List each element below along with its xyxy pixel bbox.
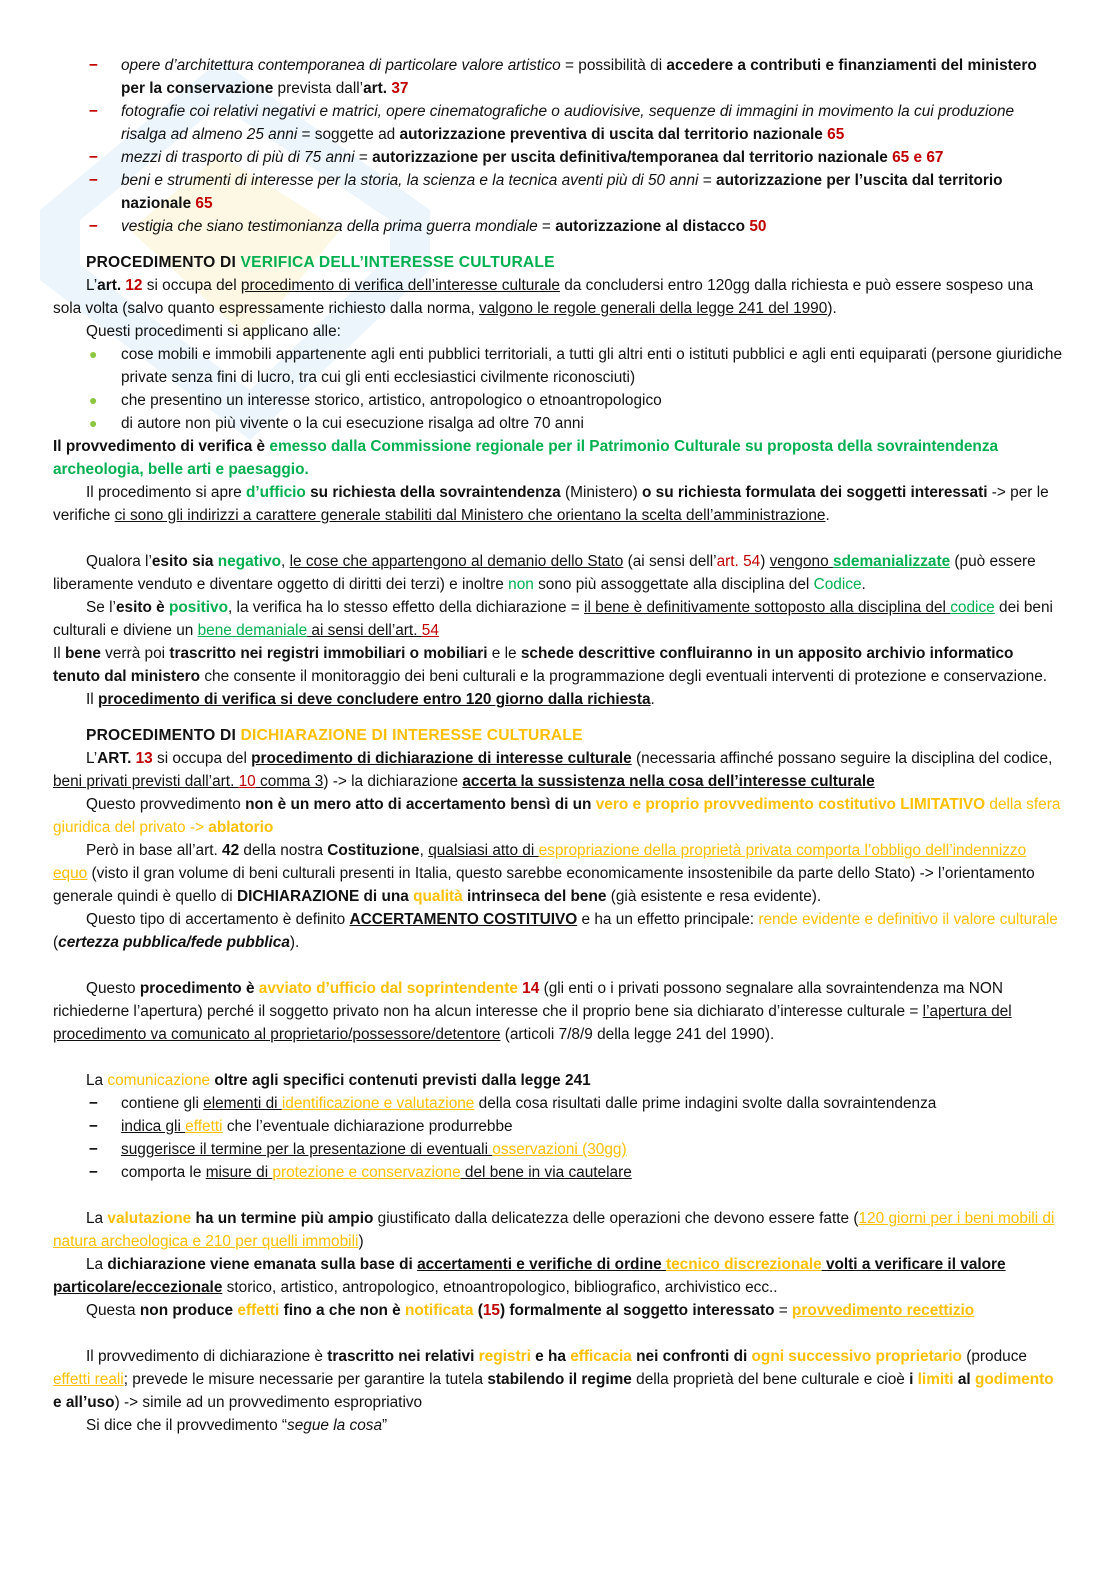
paragraph: L’ART. 13 si occupa del procedimento di dichiarazione di interesse culturale (necessaria affinché possano seguire la disciplina del codice, beni privati previsti dall’art. 10 comma 3) -> la dichiarazione accerta la sussistenza nella cosa dell’interesse culturale [53,750,1053,790]
comunicazione-list [53,1092,1063,1184]
section-heading-dichiarazione: PROCEDIMENTO DI DICHIARAZIONE DI INTERESSE CULTURALE [86,727,583,744]
list-item: − comporta le misure di protezione e conservazione del bene in via cautelare [53,1161,1063,1184]
list-item: − contiene gli elementi di identificazione e valutazione della cosa risultati dalle prime indagini svolte dalla sovraintendenza [53,1092,1063,1115]
paragraph: Qualora l’esito sia negativo, le cose che appartengono al demanio dello Stato (ai sensi dell’art. 54) vengono sdemanializzate (può essere liberamente venduto e diventare oggetto di diritti dei terzi) e inoltre non sono più assoggettate alla disciplina del Codice. [53,553,1036,593]
paragraph: Questo provvedimento non è un mero atto di accertamento bensì di un vero e proprio provvedimento costitutivo LIMITATIVO della sfera giuridica del privato -> ablatorio [53,796,1061,836]
list-item: − suggerisce il termine per la presentazione di eventuali osservazioni (30gg) [53,1138,1063,1161]
paragraph: Questo tipo di accertamento è definito ACCERTAMENTO COSTITUIVO e ha un effetto principale: rende evidente e definitivo il valore culturale (certezza pubblica/fede pubblica). [53,911,1058,951]
paragraph: Se l’esito è positivo, la verifica ha lo stesso effetto della dichiarazione = il bene è definitivamente sottoposto alla disciplina del codice dei beni culturali e diviene un bene demaniale ai sensi dell’art. 54 [53,599,1053,639]
list-item: ● cose mobili e immobili appartenente agli enti pubblici territoriali, a tutti gli altri enti o istituti pubblici e agli enti equiparati (persone giuridiche private senza fini di lucro, tra cui gli enti ecclesiastici civilmente riconosciuti) [53,343,1063,389]
dash-icon: − [89,172,98,189]
top-dash-list [53,54,1063,238]
paragraph: La valutazione ha un termine più ampio giustificato dalla delicatezza delle operazioni che devono essere fatte (120 giorni per i beni mobili di natura archeologica e 210 per quelli immobili) [53,1210,1055,1250]
paragraph: Il procedimento di verifica si deve concludere entro 120 giorno dalla richiesta. [86,691,655,708]
dash-icon: − [89,1164,98,1181]
paragraph: Si dice che il provvedimento “segue la cosa” [86,1417,388,1434]
list-item: − opere d’architettura contemporanea di particolare valore artistico = possibilità di accedere a contributi e finanziamenti del ministero per la conservazione prevista dall’art. 37 [53,54,1063,100]
list-item: − beni e strumenti di interesse per la storia, la scienza e la tecnica aventi più di 50 anni = autorizzazione per l’uscita dal territorio nazionale 65 [53,169,1063,215]
paragraph: La comunicazione oltre agli specifici contenuti previsti dalla legge 241 [86,1072,591,1089]
bullet-icon: ● [89,346,98,362]
bullet-list [53,343,1063,435]
dash-icon: − [89,149,98,166]
list-item: − fotografie coi relativi negativi e matrici, opere cinematografiche o audiovisive, sequenze di immagini in movimento la cui produzione risalga ad almeno 25 anni = soggette ad autorizzazione preventiva di uscita dal territorio nazionale 65 [53,100,1063,146]
paragraph: Il provvedimento di verifica è emesso dalla Commissione regionale per il Patrimonio Culturale su proposta della sovraintendenza archeologia, belle arti e paesaggio. [53,438,999,478]
list-item: ● che presentino un interesse storico, artistico, antropologico o etnoantropologico [53,389,1063,412]
paragraph: Questo procedimento è avviato d’ufficio dal soprintendente 14 (gli enti o i privati possono segnalare alla sovraintendenza ma NON richiederne l’apertura) perché il soggetto privato non ha alcun interesse che il proprio bene sia dichiarato d’interesse culturale = l’apertura del procedimento va comunicato al proprietario/possessore/detentore (articoli 7/8/9 della legge 241 del 1990). [53,980,1012,1043]
list-item: − mezzi di trasporto di più di 75 anni = autorizzazione per uscita definitiva/temporanea dal territorio nazionale 65 e 67 [53,146,1063,169]
paragraph: L’art. 12 si occupa del procedimento di verifica dell’interesse culturale da concludersi entro 120gg dalla richiesta e può essere sospeso una sola volta (salvo quanto espressamente richiesto dalla norma, valgono le regole generali della legge 241 del 1990). [53,277,1034,317]
dash-icon: − [89,218,98,235]
section-heading-verifica: PROCEDIMENTO DI VERIFICA DELL’INTERESSE CULTURALE [86,254,555,271]
dash-icon: − [89,1118,98,1135]
bullet-icon: ● [89,415,98,431]
paragraph: Però in base all’art. 42 della nostra Costituzione, qualsiasi atto di espropriazione della proprietà privata comporta l’obbligo dell’indennizzo equo (visto il gran volume di beni culturali presenti in Italia, questo sarebbe economicamente insostenibile da parte dello Stato) -> l’orientamento generale quindi è quello di DICHIARAZIONE di una qualità intrinseca del bene (già esistente e resa evidente). [53,842,1035,905]
bullet-icon: ● [89,392,98,408]
paragraph: Questi procedimenti si applicano alle: [86,323,341,340]
dash-icon: − [89,1095,98,1112]
dash-icon: − [89,103,98,120]
document-body [53,54,1063,1437]
list-item: − vestigia che siano testimonianza della prima guerra mondiale = autorizzazione al distacco 50 [53,215,1063,238]
dash-icon: − [89,1141,98,1158]
dash-icon: − [89,57,98,74]
list-item: ● di autore non più vivente o la cui esecuzione risalga ad oltre 70 anni [53,412,1063,435]
paragraph: Il procedimento si apre d’ufficio su richiesta della sovraintendenza (Ministero) o su richiesta formulata dei soggetti interessati -> per le verifiche ci sono gli indirizzi a carattere generale stabiliti dal Ministero che orientano la scelta dell’amministrazione. [53,484,1049,524]
list-item: − indica gli effetti che l’eventuale dichiarazione produrrebbe [53,1115,1063,1138]
paragraph: La dichiarazione viene emanata sulla base di accertamenti e verifiche di ordine tecnico discrezionale volti a verificare il valore particolare/eccezionale storico, artistico, antropologico, etnoantropologico, bibliografico, archivistico ecc.. [53,1256,1006,1296]
paragraph: Il bene verrà poi trascritto nei registri immobiliari o mobiliari e le schede descrittive confluiranno in un apposito archivio informatico tenuto dal ministero che consente il monitoraggio dei beni culturali e la programmazione degli eventuali interventi di protezione e conservazione. [53,645,1048,685]
paragraph: Il provvedimento di dichiarazione è trascritto nei relativi registri e ha efficacia nei confronti di ogni successivo proprietario (produce effetti reali; prevede le misure necessarie per garantire la tutela stabilendo il regime della proprietà del bene culturale e cioè i limiti al godimento e all’uso) -> simile ad un provvedimento espropriativo [53,1348,1054,1411]
paragraph: Questa non produce effetti fino a che non è notificata (15) formalmente al soggetto interessato = provvedimento recettizio [86,1302,975,1319]
